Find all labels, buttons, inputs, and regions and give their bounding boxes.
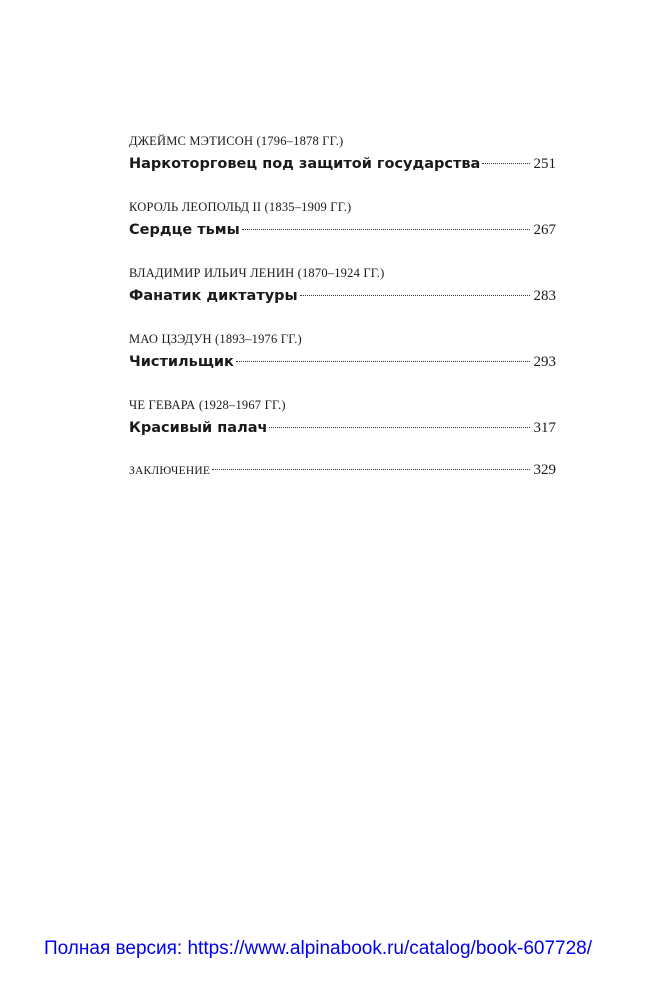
- toc-line: [129, 354, 556, 376]
- dot-leader: [269, 427, 529, 428]
- conclusion-page-number: 329: [533, 462, 556, 478]
- toc-title: Наркоторговец под защитой государства: [129, 156, 481, 172]
- toc-author: ДЖЕЙМС МЭТИСОН (1796–1878 ГГ.): [129, 134, 344, 148]
- dot-leader: [212, 469, 529, 470]
- toc-title: Чистильщик: [129, 354, 234, 370]
- table-of-contents: [129, 132, 556, 479]
- full-version-link[interactable]: Полная версия: https://www.alpinabook.ru/catalog/book-607728/: [44, 938, 593, 959]
- toc-entry: [129, 198, 556, 244]
- toc-page-number: 293: [533, 354, 556, 370]
- toc-page-number: 251: [533, 156, 556, 172]
- toc-author: МАО ЦЗЭДУН (1893–1976 ГГ.): [129, 332, 302, 346]
- toc-entry: [129, 330, 556, 376]
- toc-author: ЧЕ ГЕВАРА (1928–1967 ГГ.): [129, 398, 286, 412]
- toc-line: [129, 156, 556, 178]
- toc-page-number: 317: [533, 420, 556, 436]
- toc-page-number: 267: [533, 222, 556, 238]
- toc-title: Красивый палач: [129, 420, 268, 436]
- toc-entry: [129, 264, 556, 310]
- toc-conclusion: [129, 462, 556, 479]
- toc-entry: [129, 132, 556, 178]
- dot-leader: [242, 229, 530, 230]
- dot-leader: [300, 295, 530, 296]
- toc-author: ВЛАДИМИР ИЛЬИЧ ЛЕНИН (1870–1924 ГГ.): [129, 266, 385, 280]
- dot-leader: [482, 163, 529, 164]
- toc-line: [129, 222, 556, 244]
- dot-leader: [236, 361, 530, 362]
- conclusion-label: ЗАКЛЮЧЕНИЕ: [129, 465, 211, 477]
- toc-page-number: 283: [533, 288, 556, 304]
- toc-title: Фанатик диктатуры: [129, 288, 298, 304]
- toc-author: КОРОЛЬ ЛЕОПОЛЬД II (1835–1909 ГГ.): [129, 200, 352, 214]
- toc-line: [129, 288, 556, 310]
- toc-entry: [129, 396, 556, 442]
- toc-title: Сердце тьмы: [129, 222, 240, 238]
- toc-line: [129, 420, 556, 442]
